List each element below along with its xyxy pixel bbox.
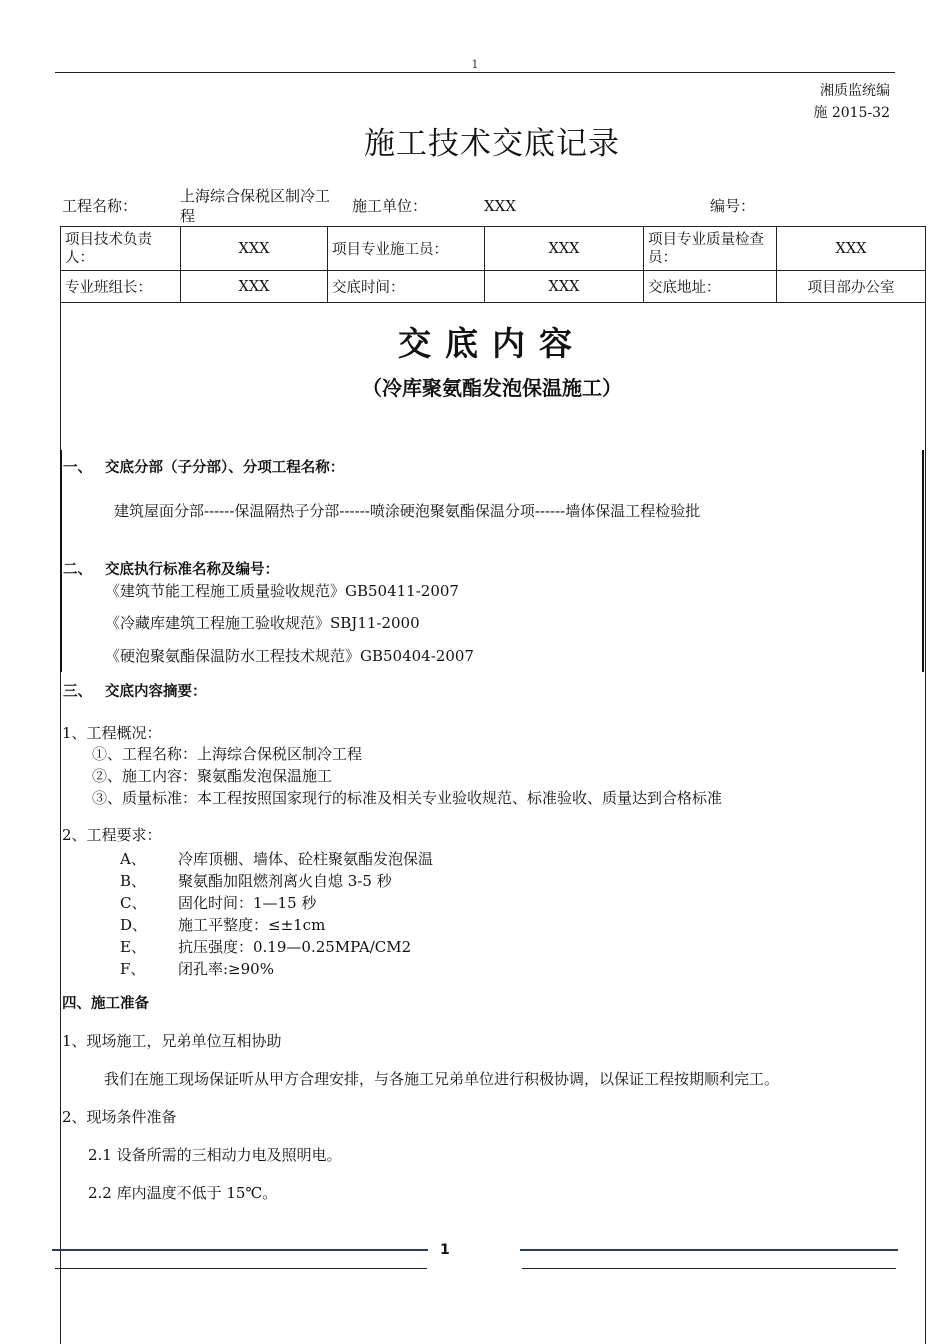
project-name-label: 工程名称：	[62, 197, 138, 215]
section-3-number: 三、	[63, 683, 92, 700]
prep-2-title: 2、现场条件准备	[62, 1108, 177, 1126]
standard-item: 《硬泡聚氨酯保温防水工程技术规范》GB50404-2007	[105, 647, 474, 665]
table-row	[61, 271, 926, 303]
overview-item: ③、质量标准：本工程按照国家现行的标准及相关专业验收规范、标准验收、质量达到合格标准	[92, 789, 723, 807]
page-title: 施工技术交底记录	[364, 126, 620, 162]
footer-page-number: 1	[440, 1242, 450, 1258]
table-cell-value: XXX	[485, 227, 644, 271]
document-code-line2: 施 2015-32	[813, 105, 890, 121]
doc-number-label: 编号：	[710, 197, 756, 215]
requirement-value: 聚氨酯加阻燃剂离火自熄 3-5 秒	[178, 872, 392, 890]
construction-unit-label: 施工单位：	[352, 197, 428, 215]
section-2-number: 二、	[63, 561, 92, 578]
section-3-title: 交底内容摘要：	[105, 683, 207, 700]
overview-item: ①、工程名称：上海综合保税区制冷工程	[92, 745, 363, 763]
requirement-value: 抗压强度：0.19—0.25MPA/CM2	[178, 938, 412, 956]
table-row	[61, 227, 926, 271]
document-code-line1: 湘质监统编	[820, 83, 890, 99]
table-cell-value: XXX	[181, 227, 328, 271]
section-1-title: 交底分部（子分部）、分项工程名称：	[105, 459, 345, 476]
footer-rule-right	[520, 1249, 898, 1251]
content-frame-left-accent	[60, 450, 62, 672]
table-cell-label: 项目专业质量检查员：	[644, 227, 777, 271]
section-1-text: 建筑屋面分部------保温隔热子分部------喷涂硬泡聚氨酯保温分项------墙体保温工程检验批	[114, 502, 701, 520]
section-1-number: 一、	[63, 459, 92, 476]
content-frame-right-accent	[922, 450, 924, 672]
requirement-key: D、	[120, 916, 148, 934]
content-subheading: （冷库聚氨酯发泡保温施工）	[362, 376, 622, 400]
prep-1-text: 我们在施工现场保证听从甲方合理安排，与各施工兄弟单位进行积极协调，以保证工程按期顺利完工。	[104, 1070, 780, 1088]
requirement-value: 固化时间：1—15 秒	[178, 894, 317, 912]
table-cell-label: 交底时间：	[328, 271, 485, 303]
requirement-value: 施工平整度：≤±1cm	[178, 916, 326, 934]
requirement-key: A、	[120, 850, 146, 868]
footer-rule-lower-left	[55, 1268, 427, 1269]
section-4-title: 四、施工准备	[62, 995, 149, 1012]
section-2-title: 交底执行标准名称及编号：	[105, 561, 279, 578]
table-cell-value: XXX	[181, 271, 328, 303]
personnel-table	[60, 226, 926, 303]
footer-rule-left	[52, 1249, 428, 1251]
requirement-key: C、	[120, 894, 147, 912]
prep-1-title: 1、现场施工，兄弟单位互相协助	[62, 1032, 282, 1050]
prep-2-item: 2.1 设备所需的三相动力电及照明电。	[88, 1146, 342, 1164]
requirement-key: E、	[120, 938, 146, 956]
footer-rule-lower-right	[522, 1268, 896, 1269]
project-name-value: 上海综合保税区制冷工程	[180, 187, 331, 225]
requirement-value: 冷库顶棚、墙体、砼柱聚氨酯发泡保温	[178, 850, 434, 868]
content-heading: 交底内容	[398, 324, 586, 363]
prep-2-item: 2.2 库内温度不低于 15℃。	[88, 1184, 278, 1202]
overview-item: ②、施工内容：聚氨酯发泡保温施工	[92, 767, 333, 785]
standard-item: 《冷藏库建筑工程施工验收规范》SBJ11-2000	[105, 614, 420, 632]
overview-title: 1、工程概况：	[62, 724, 162, 742]
requirement-key: F、	[120, 960, 146, 978]
table-cell-value: 项目部办公室	[777, 271, 926, 303]
construction-unit-value: XXX	[484, 197, 517, 215]
header-rule	[55, 72, 895, 73]
table-cell-value: XXX	[485, 271, 644, 303]
requirement-value: 闭孔率:≥90%	[178, 960, 274, 978]
table-cell-label: 项目技术负责人：	[61, 227, 181, 271]
requirement-key: B、	[120, 872, 147, 890]
header-page-number: 1	[471, 58, 479, 71]
table-cell-label: 专业班组长：	[61, 271, 181, 303]
table-cell-label: 项目专业施工员：	[328, 227, 485, 271]
table-cell-label: 交底地址：	[644, 271, 777, 303]
table-cell-value: XXX	[777, 227, 926, 271]
requirements-title: 2、工程要求：	[62, 826, 162, 844]
standard-item: 《建筑节能工程施工质量验收规范》GB50411-2007	[105, 582, 459, 600]
